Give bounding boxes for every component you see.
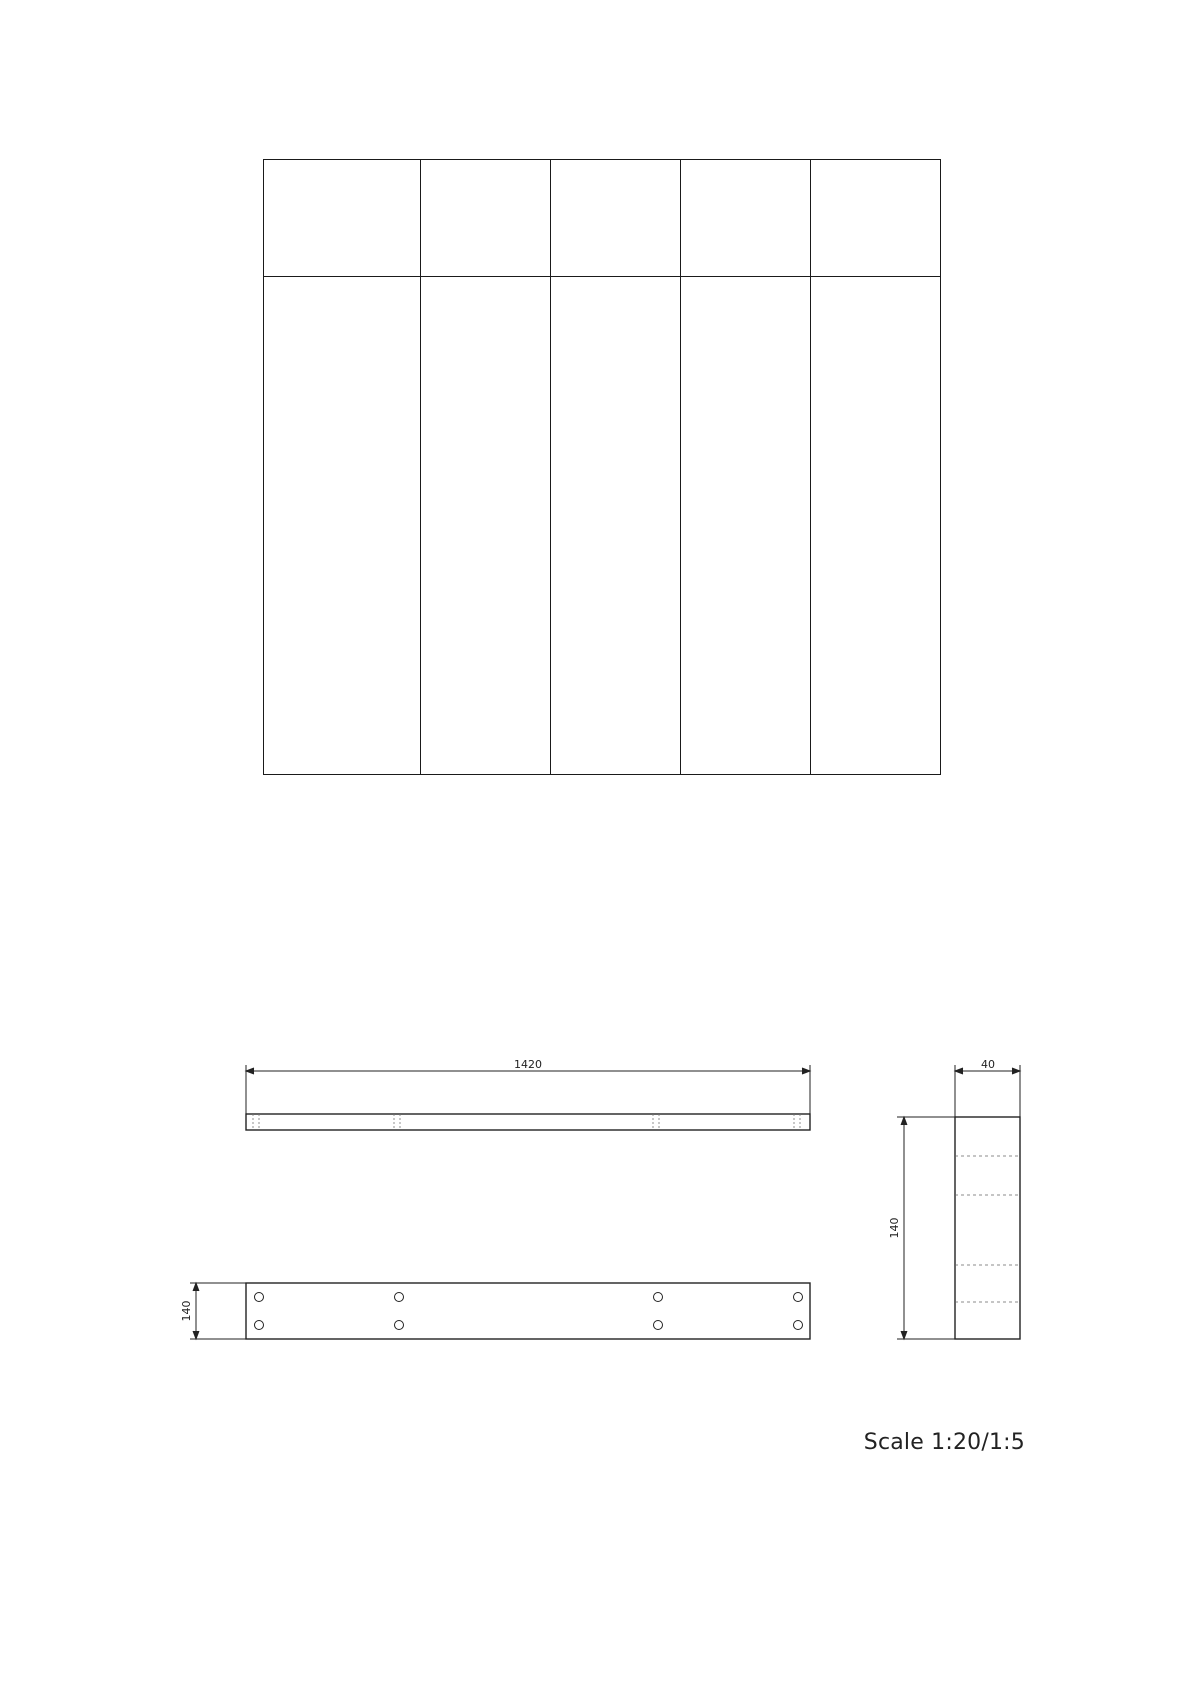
beam-side-view xyxy=(955,1117,1020,1339)
side-height-dimension-label: 140 xyxy=(888,1217,901,1239)
scale-label: Scale 1:20/1:5 xyxy=(863,1430,1025,1455)
top-view xyxy=(246,1065,810,1130)
length-dimension-label: 1420 xyxy=(514,1058,542,1071)
beam-front-view xyxy=(246,1283,810,1339)
bolt-holes xyxy=(255,1293,803,1330)
side-view xyxy=(897,1065,1020,1339)
side-width-dimension-label: 40 xyxy=(981,1058,995,1071)
front-height-dimension-label: 140 xyxy=(180,1300,193,1322)
front-view xyxy=(190,1283,810,1339)
beam-top-view xyxy=(246,1114,810,1130)
